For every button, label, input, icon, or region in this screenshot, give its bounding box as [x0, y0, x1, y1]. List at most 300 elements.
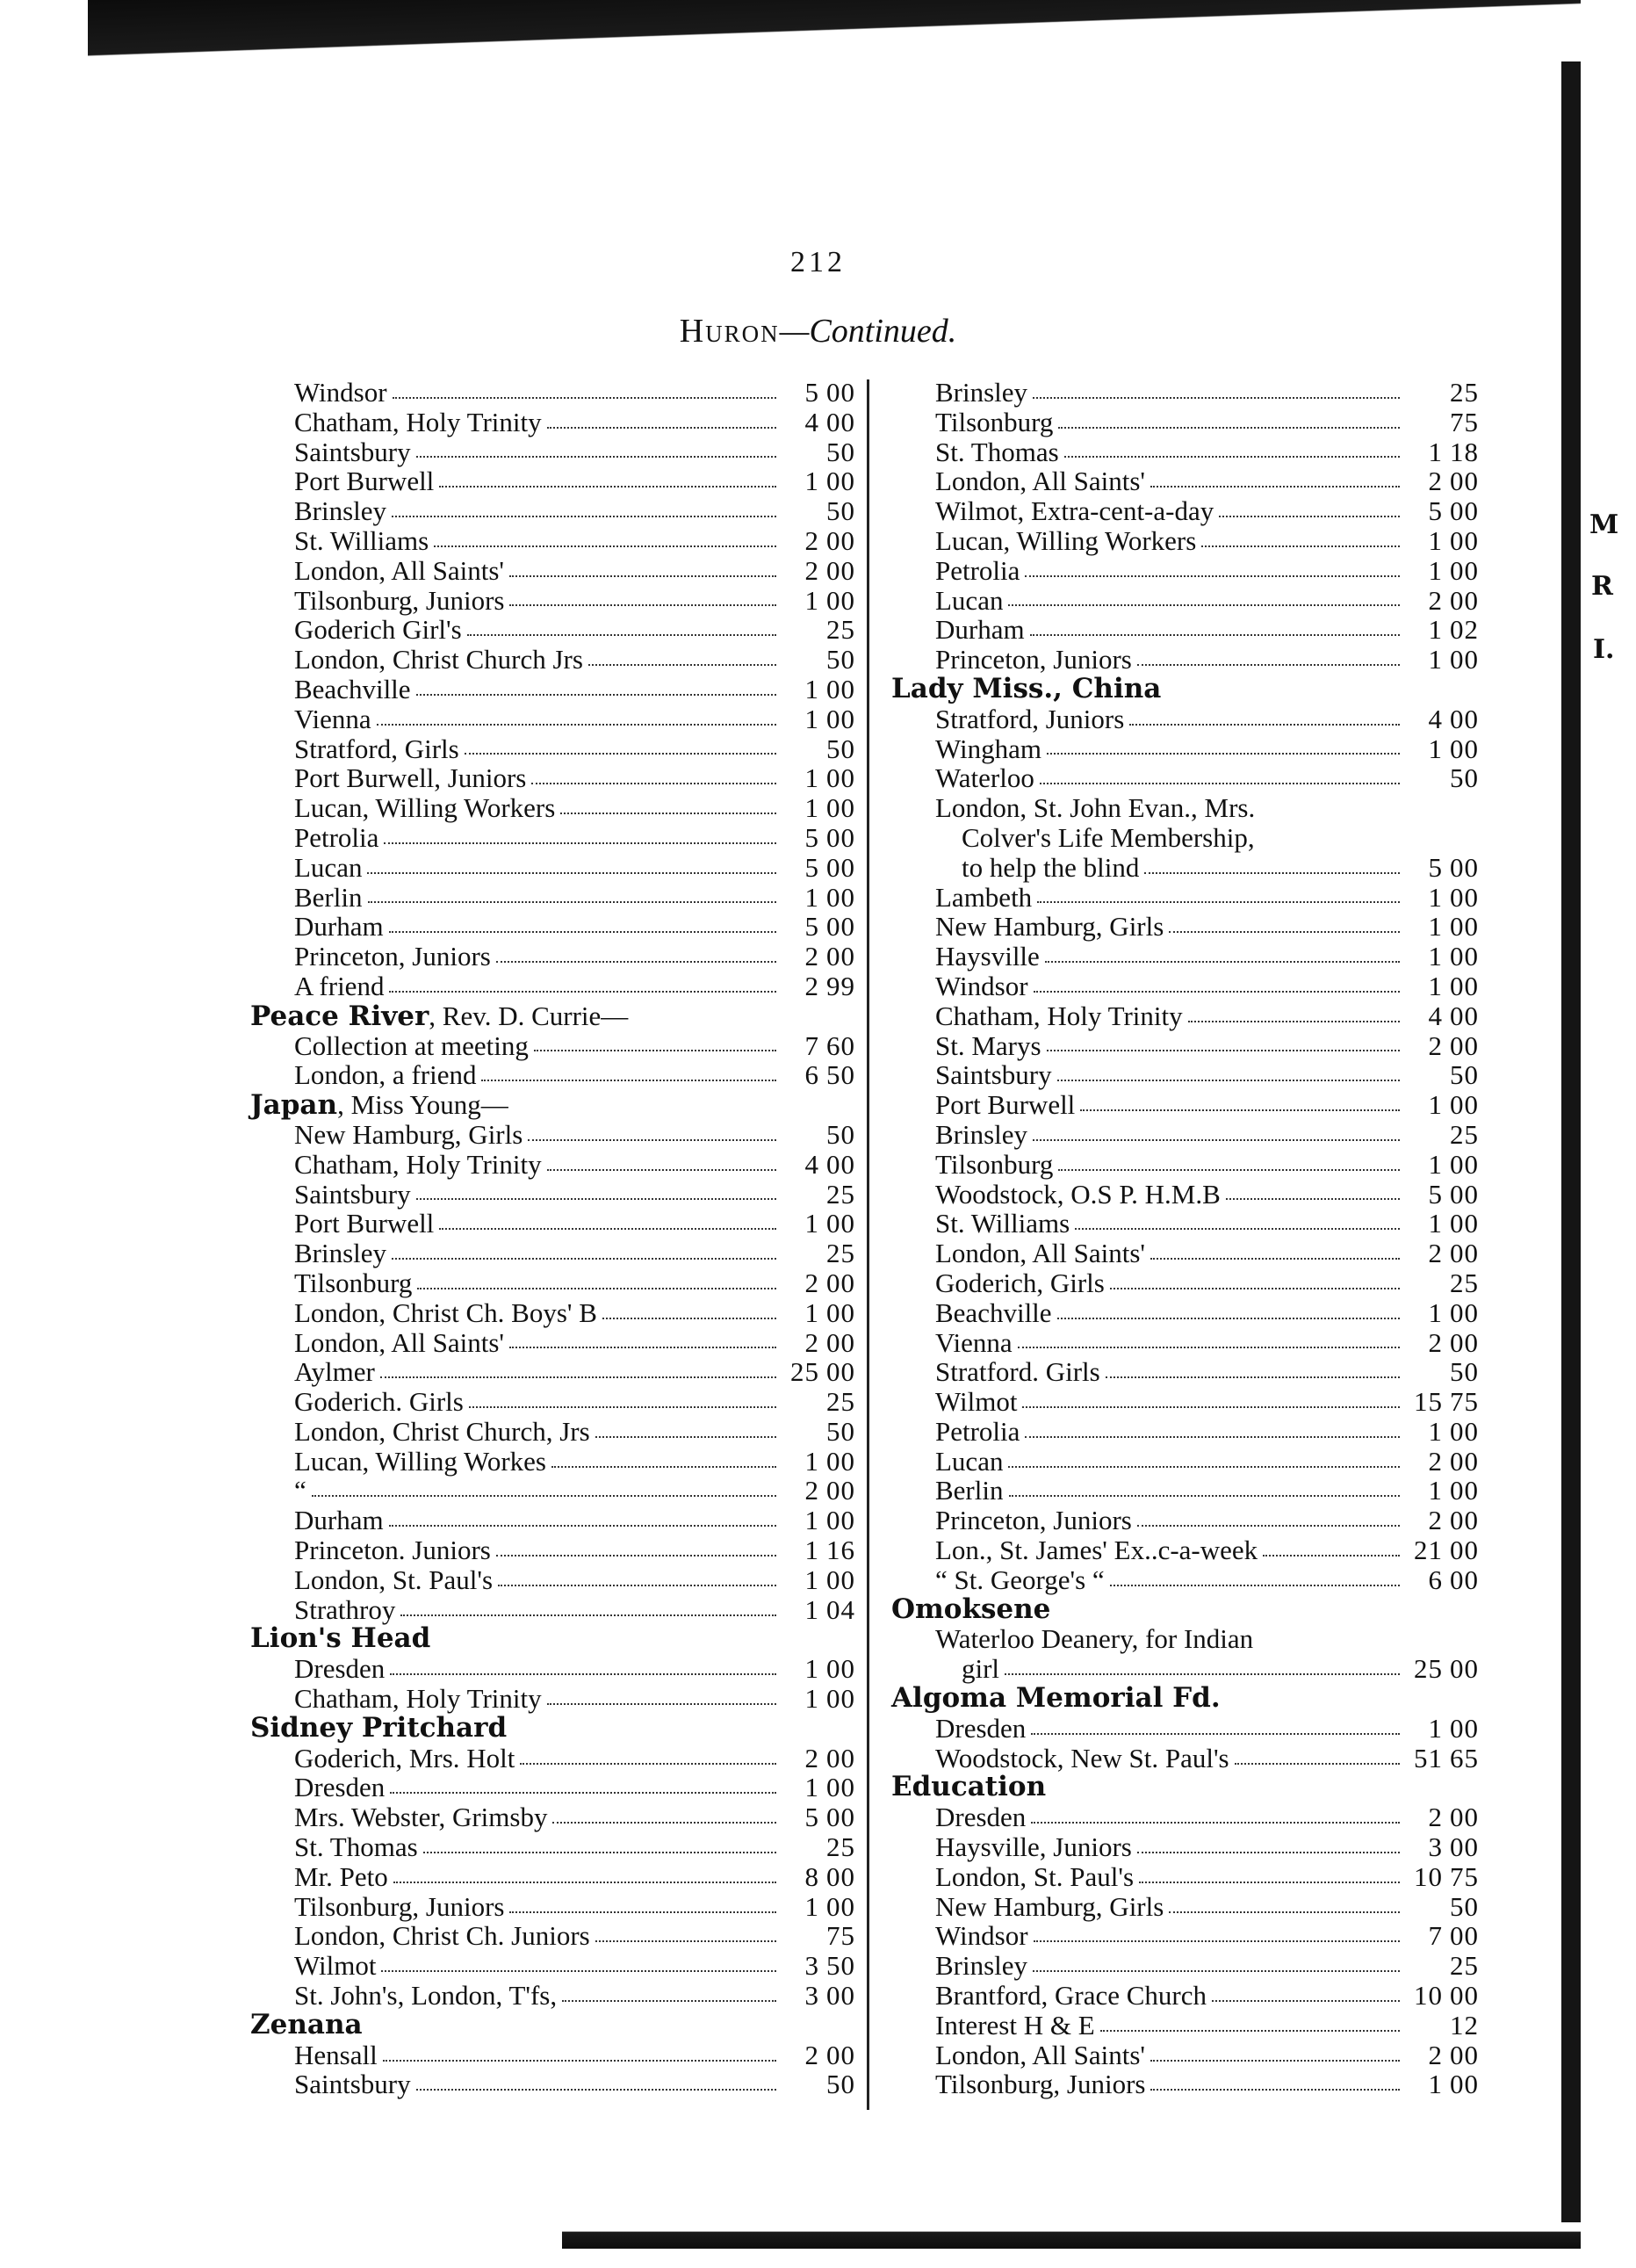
- ledger-row-donor: Chatham, Holy Trinity: [294, 1683, 542, 1715]
- ledger-row-amount: [1405, 2069, 1488, 2099]
- amount-dollars: 1: [1428, 733, 1443, 764]
- ledger-row: [250, 526, 865, 556]
- amount-cents: 00: [826, 1326, 855, 1358]
- amount-cents: 00: [1450, 1089, 1479, 1121]
- dot-leader: [560, 813, 776, 814]
- ledger-row-donor: Lucan: [935, 584, 1004, 616]
- dot-leader: [400, 1614, 776, 1616]
- ledger-row-amount: [1405, 1150, 1488, 1180]
- dot-leader: [1219, 516, 1400, 517]
- ledger-row-amount: [782, 1447, 865, 1477]
- amount-cents: 00: [826, 1772, 855, 1803]
- ledger-row-donor: Colver's Life Membership,: [962, 821, 1255, 853]
- amount-dollars: 3: [1428, 1831, 1443, 1863]
- margin-mark-2: R: [1591, 571, 1613, 602]
- ledger-row-donor: Waterloo: [935, 762, 1034, 794]
- ledger-row: [250, 1387, 865, 1417]
- amount-dollars: 1: [1428, 1712, 1443, 1744]
- ledger-row-donor: Aylmer: [294, 1356, 375, 1388]
- ledger-row: [250, 1832, 865, 1862]
- amount-cents: 16: [826, 1535, 855, 1566]
- ledger-row-amount: [1405, 1031, 1488, 1061]
- ledger-row: [250, 1981, 865, 2011]
- ledger-row-donor: Princeton. Juniors: [294, 1535, 491, 1566]
- amount-cents: 50: [826, 644, 855, 675]
- amount-dollars: 5: [804, 377, 819, 408]
- amount-cents: 00: [826, 1890, 855, 1922]
- dot-leader: [1009, 1495, 1401, 1497]
- ledger-row-amount: [1405, 466, 1488, 496]
- ledger-row: [891, 645, 1488, 675]
- section-heading-note: , Miss Young—: [337, 1089, 508, 1121]
- column-divider: [867, 379, 869, 2110]
- margin-mark-3: I.: [1593, 634, 1615, 665]
- ledger-row-donor: to help the blind: [962, 851, 1140, 883]
- dot-leader: [1031, 1822, 1400, 1824]
- ledger-row: [250, 408, 865, 437]
- dot-leader: [390, 1673, 776, 1675]
- amount-dollars: 7: [804, 1029, 819, 1061]
- dot-leader: [434, 545, 776, 547]
- amount-cents: 00: [1450, 1653, 1479, 1685]
- dot-leader: [1058, 427, 1400, 429]
- amount-dollars: 5: [1428, 851, 1443, 883]
- amount-dollars: 5: [804, 851, 819, 883]
- ledger-row: [891, 1180, 1488, 1210]
- ledger-row-amount: [782, 408, 865, 437]
- dot-leader: [390, 1792, 776, 1794]
- ledger-row-donor: Woodstock, New St. Paul's: [935, 1742, 1229, 1773]
- section-heading: [250, 1624, 865, 1654]
- amount-cents: 75: [1450, 1386, 1479, 1418]
- amount-dollars: 2: [804, 970, 819, 1001]
- section-heading-title: [891, 672, 1162, 704]
- margin-mark-1: M: [1589, 509, 1619, 540]
- ledger-row: [250, 971, 865, 1001]
- dot-leader: [1201, 545, 1400, 547]
- ledger-row-amount: [1405, 883, 1488, 913]
- ledger-row-amount: [782, 556, 865, 586]
- amount-cents: 00: [826, 466, 855, 497]
- ledger-row-donor: Berlin: [935, 1475, 1004, 1506]
- amount-dollars: 1: [1428, 1148, 1443, 1180]
- amount-cents: 50: [826, 1059, 855, 1091]
- ledger-row-donor: Brantford, Grace Church: [935, 1980, 1207, 2012]
- ledger-row-amount: [1405, 1951, 1488, 1981]
- ledger-row: [250, 496, 865, 526]
- amount-cents: 00: [826, 1564, 855, 1595]
- ledger-row-amount: [1405, 1001, 1488, 1031]
- dot-leader: [312, 1495, 776, 1497]
- ledger-row-donor: New Hamburg, Girls: [935, 1890, 1164, 1922]
- amount-cents: 02: [1450, 614, 1479, 646]
- amount-dollars: 1: [804, 1653, 819, 1685]
- ledger-row: [891, 1832, 1488, 1862]
- ledger-row: [891, 378, 1488, 408]
- ledger-row-amount: [1405, 1832, 1488, 1862]
- dot-leader: [392, 516, 776, 517]
- ledger-row-amount: [782, 1268, 865, 1298]
- ledger-row-donor: London, Christ Church, Jrs: [294, 1415, 590, 1447]
- amount-dollars: 2: [1428, 1802, 1443, 1833]
- section-heading-note: , Rev. D. Currie—: [429, 1000, 629, 1031]
- ledger-row-donor: Port Burwell: [294, 1208, 435, 1239]
- dot-leader: [534, 1050, 776, 1051]
- amount-cents: 25: [826, 1386, 855, 1418]
- dot-leader: [547, 1169, 776, 1171]
- ledger-row: [250, 1476, 865, 1506]
- ledger-row-donor: Windsor: [935, 970, 1028, 1001]
- running-head-continued: —Continued.: [779, 313, 957, 350]
- ledger-row: [250, 1180, 865, 1210]
- ledger-row-amount: [782, 942, 865, 971]
- amount-cents: 00: [1450, 554, 1479, 586]
- ledger-row: [891, 853, 1488, 883]
- ledger-row-donor: Port Burwell: [294, 466, 435, 497]
- ledger-row-amount: [782, 763, 865, 793]
- amount-cents: 12: [1450, 2009, 1479, 2040]
- ledger-row-donor: Brinsley: [294, 495, 387, 527]
- dot-leader: [1033, 1970, 1400, 1972]
- scan-shadow-right: [1561, 61, 1581, 2240]
- ledger-row-amount: [1405, 615, 1488, 645]
- ledger-row-donor: Petrolia: [935, 1415, 1020, 1447]
- ledger-row: [250, 1684, 865, 1714]
- ledger-row: [891, 1921, 1488, 1951]
- ledger-row-donor: Berlin: [294, 881, 363, 913]
- ledger-row: [250, 1060, 865, 1090]
- ledger-row-donor: Chatham, Holy Trinity: [294, 1148, 542, 1180]
- amount-cents: 50: [826, 1415, 855, 1447]
- amount-cents: 25: [826, 1178, 855, 1210]
- dot-leader: [393, 1882, 776, 1883]
- dot-leader: [467, 634, 776, 636]
- ledger-row: [250, 1565, 865, 1595]
- ledger-row: [891, 942, 1488, 971]
- amount-dollars: 2: [1428, 1029, 1443, 1061]
- ledger-row-amount: [1405, 1447, 1488, 1477]
- ledger-row-donor: Vienna: [935, 1326, 1013, 1358]
- ledger-row: [250, 1535, 865, 1565]
- amount-cents: 00: [826, 1980, 855, 2012]
- amount-dollars: 8: [804, 1860, 819, 1892]
- ledger-row-donor: Hensall: [294, 2039, 378, 2070]
- section-heading: [891, 1684, 1488, 1714]
- ledger-row-amount: [782, 1744, 865, 1773]
- ledger-row-amount: [1405, 1209, 1488, 1239]
- amount-dollars: 1: [1428, 1089, 1443, 1121]
- ledger-row: [891, 1654, 1488, 1684]
- amount-cents: 00: [1450, 1712, 1479, 1744]
- dot-leader: [1169, 931, 1400, 933]
- ledger-row-donor: Wingham: [935, 733, 1042, 764]
- ledger-row: [250, 1892, 865, 1922]
- amount-cents: 00: [1450, 2069, 1479, 2100]
- dot-leader: [498, 1585, 776, 1586]
- ledger-row: [891, 704, 1488, 734]
- dot-leader: [1110, 1288, 1400, 1289]
- section-heading: [891, 1773, 1488, 1802]
- section-heading: [250, 2008, 865, 2040]
- amount-cents: 00: [826, 1683, 855, 1715]
- ledger-row-amount: [1405, 1981, 1488, 2011]
- dot-leader: [551, 1466, 776, 1468]
- ledger-row-donor: Lucan, Willing Workers: [294, 792, 556, 824]
- ledger-row-donor: Durham: [294, 911, 384, 943]
- dot-leader: [547, 1703, 776, 1705]
- dot-leader: [465, 753, 776, 755]
- amount-dollars: 1: [804, 1683, 819, 1715]
- ledger-row-amount: [1405, 1654, 1488, 1684]
- dot-leader: [423, 1852, 776, 1853]
- dot-leader: [1137, 664, 1400, 666]
- amount-cents: 00: [1450, 733, 1479, 764]
- ledger-row: [891, 1506, 1488, 1535]
- dot-leader: [1226, 1198, 1400, 1200]
- amount-cents: 50: [826, 1950, 855, 1982]
- amount-cents: 00: [826, 554, 855, 586]
- dot-leader: [509, 1347, 776, 1348]
- amount-cents: 50: [826, 733, 855, 764]
- ledger-row-amount: [1405, 1328, 1488, 1358]
- ledger-row-donor: Saintsbury: [935, 1059, 1052, 1091]
- ledger-row-donor: Chatham, Holy Trinity: [294, 406, 542, 437]
- ledger-row: [891, 1565, 1488, 1595]
- ledger-row: [891, 408, 1488, 437]
- ledger-row: [250, 704, 865, 734]
- amount-dollars: 1: [804, 1505, 819, 1536]
- ledger-row: [891, 912, 1488, 942]
- section-heading-name: Algoma Memorial Fd.: [891, 1682, 1221, 1715]
- amount-dollars: 2: [1428, 466, 1443, 497]
- dot-leader: [1150, 1258, 1400, 1260]
- dot-leader: [416, 456, 776, 458]
- ledger-row: [250, 2040, 865, 2070]
- ledger-row-amount: [1405, 378, 1488, 408]
- running-head-diocese: Huron: [679, 313, 780, 350]
- amount-cents: 00: [1450, 495, 1479, 527]
- ledger-row-amount: [782, 1120, 865, 1150]
- ledger-row-amount: [782, 645, 865, 675]
- ledger-row: [891, 1417, 1488, 1447]
- dot-leader: [595, 1436, 776, 1438]
- ledger-row-donor: “: [294, 1475, 306, 1506]
- ledger-row-amount: [782, 1298, 865, 1328]
- amount-dollars: 2: [1428, 1238, 1443, 1269]
- amount-cents: 65: [1450, 1742, 1479, 1773]
- amount-cents: 00: [1450, 1505, 1479, 1536]
- ledger-row-amount: [1405, 912, 1488, 942]
- ledger-row-amount: [782, 526, 865, 556]
- ledger-row-donor: “ St. George's “: [935, 1564, 1105, 1595]
- ledger-row-amount: [1405, 704, 1488, 734]
- dot-leader: [528, 1139, 776, 1141]
- amount-dollars: 2: [804, 524, 819, 556]
- amount-cents: 00: [1450, 524, 1479, 556]
- amount-cents: 00: [1450, 1535, 1479, 1566]
- ledger-row-donor: Lon., St. James' Ex..c-a-week: [935, 1535, 1258, 1566]
- ledger-row-donor: London, All Saints': [935, 2039, 1145, 2070]
- ledger-row-amount: [782, 1417, 865, 1447]
- ledger-row: [250, 763, 865, 793]
- ledger-row-amount: [782, 912, 865, 942]
- amount-cents: 50: [1450, 762, 1479, 794]
- section-heading-name: Sidney Pritchard: [250, 1711, 508, 1744]
- ledger-row: [891, 2040, 1488, 2070]
- amount-dollars: 25: [1414, 1653, 1443, 1685]
- ledger-row-amount: [782, 675, 865, 704]
- ledger-row-donor: Brinsley: [935, 377, 1028, 408]
- amount-cents: 25: [826, 1238, 855, 1269]
- ledger-row-donor: Goderich, Mrs. Holt: [294, 1742, 515, 1773]
- amount-dollars: 1: [1428, 524, 1443, 556]
- ledger-row-donor: London, Christ Ch. Juniors: [294, 1920, 590, 1952]
- ledger-row-donor: Strathroy: [294, 1593, 396, 1625]
- dot-leader: [496, 961, 776, 963]
- ledger-row-donor: Beachville: [294, 673, 411, 704]
- amount-cents: 00: [826, 1445, 855, 1477]
- amount-cents: 00: [826, 1653, 855, 1685]
- ledger-row-amount: [782, 704, 865, 734]
- ledger-row-amount: [782, 586, 865, 616]
- ledger-row-amount: [782, 1476, 865, 1506]
- ledger-row-amount: [782, 734, 865, 764]
- ledger-row: [250, 853, 865, 883]
- ledger-row-donor: Beachville: [935, 1297, 1052, 1328]
- amount-dollars: 5: [1428, 495, 1443, 527]
- ledger-row: [250, 912, 865, 942]
- amount-cents: 00: [1450, 1475, 1479, 1506]
- section-heading-title: [891, 1773, 1046, 1802]
- amount-dollars: 51: [1414, 1742, 1443, 1773]
- ledger-row-donor: Saintsbury: [294, 436, 411, 467]
- dot-leader: [367, 872, 776, 874]
- ledger-row-donor: Haysville, Juniors: [935, 1831, 1132, 1863]
- ledger-row-donor: St. Marys: [935, 1029, 1041, 1061]
- ledger-row: [891, 734, 1488, 764]
- dot-leader: [1047, 1050, 1400, 1051]
- ledger-row: [250, 1268, 865, 1298]
- amount-dollars: 1: [1428, 970, 1443, 1001]
- ledger-row: [891, 1120, 1488, 1150]
- scan-shadow-top: [88, 0, 1581, 70]
- ledger-row-donor: London, All Saints': [294, 554, 504, 586]
- dot-leader: [496, 1555, 776, 1557]
- dot-leader: [602, 1318, 776, 1319]
- section-heading-title: [891, 1595, 1050, 1625]
- amount-dollars: 1: [804, 881, 819, 913]
- ledger-row-donor: London, a friend: [294, 1059, 477, 1091]
- amount-cents: 00: [1450, 851, 1479, 883]
- amount-cents: 00: [1450, 970, 1479, 1001]
- amount-cents: 00: [826, 406, 855, 437]
- amount-cents: 18: [1450, 436, 1479, 467]
- dot-leader: [562, 2000, 776, 2002]
- ledger-row: [891, 1268, 1488, 1298]
- ledger-row-amount: [782, 1328, 865, 1358]
- dot-leader: [1033, 1139, 1400, 1141]
- ledger-row-amount: [782, 793, 865, 823]
- dot-leader: [1188, 1021, 1400, 1022]
- dot-leader: [1025, 575, 1400, 577]
- dot-leader: [1018, 1347, 1400, 1348]
- amount-cents: 25: [1450, 1950, 1479, 1982]
- dot-leader: [469, 1406, 776, 1408]
- ledger-row-amount: [1405, 1535, 1488, 1565]
- section-heading: [891, 1595, 1488, 1625]
- ledger-row: [891, 1328, 1488, 1358]
- ledger-row: [250, 2069, 865, 2099]
- dot-leader: [1080, 1109, 1400, 1111]
- ledger-row: [250, 645, 865, 675]
- dot-leader: [1040, 783, 1400, 784]
- ledger-row: [250, 1447, 865, 1477]
- ledger-row-donor: Dresden: [294, 1653, 386, 1685]
- dot-leader: [481, 1080, 776, 1081]
- dot-leader: [1034, 1940, 1400, 1942]
- ledger-row-donor: London, All Saints': [935, 1238, 1145, 1269]
- ledger-row: [891, 763, 1488, 793]
- ledger-row-donor: Port Burwell: [935, 1089, 1076, 1121]
- amount-dollars: 6: [1428, 1564, 1443, 1595]
- amount-cents: 00: [826, 1860, 855, 1892]
- section-heading: [250, 1001, 865, 1031]
- ledger-row-amount: [782, 1357, 865, 1387]
- ledger-row-donor: Tilsonburg: [935, 406, 1054, 437]
- ledger-row: [250, 1595, 865, 1625]
- ledger-row-amount: [782, 1802, 865, 1832]
- dot-leader: [1100, 2030, 1400, 2032]
- amount-dollars: 5: [804, 1802, 819, 1833]
- ledger-row-amount: [782, 1506, 865, 1535]
- amount-dollars: 1: [804, 1535, 819, 1566]
- ledger-row-amount: [782, 2069, 865, 2099]
- amount-dollars: 2: [804, 1742, 819, 1773]
- amount-dollars: 21: [1414, 1535, 1443, 1566]
- ledger-row-amount: [1405, 763, 1488, 793]
- amount-dollars: 5: [804, 911, 819, 943]
- ledger-row-donor: Brinsley: [935, 1950, 1028, 1982]
- section-heading: [250, 1711, 865, 1744]
- ledger-row: [250, 1802, 865, 1832]
- dot-leader: [1057, 1318, 1400, 1319]
- ledger-row-donor: St. Williams: [294, 524, 429, 556]
- ledger-row-donor: Wilmot: [294, 1950, 377, 1982]
- dot-leader: [1005, 1673, 1400, 1675]
- ledger-row-amount: [782, 1060, 865, 1090]
- dot-leader: [380, 1376, 776, 1378]
- ledger-row-amount: [782, 1951, 865, 1981]
- amount-cents: 04: [826, 1593, 855, 1625]
- amount-cents: 00: [826, 703, 855, 734]
- amount-dollars: 1: [804, 1772, 819, 1803]
- dot-leader: [1008, 604, 1400, 606]
- ledger-row-amount: [1405, 971, 1488, 1001]
- ledger-row: [891, 1447, 1488, 1477]
- ledger-row-amount: [1405, 1387, 1488, 1417]
- dot-leader: [381, 1970, 776, 1972]
- amount-cents: 00: [1450, 911, 1479, 943]
- ledger-row-amount: [1405, 1892, 1488, 1922]
- ledger-row-donor: New Hamburg, Girls: [294, 1118, 523, 1150]
- ledger-row: [891, 586, 1488, 616]
- ledger-row: [891, 1298, 1488, 1328]
- amount-dollars: 1: [1428, 941, 1443, 972]
- amount-cents: 00: [826, 1802, 855, 1833]
- section-heading-name: Omoksene: [891, 1593, 1051, 1625]
- amount-dollars: 4: [804, 406, 819, 437]
- amount-cents: 00: [1450, 941, 1479, 972]
